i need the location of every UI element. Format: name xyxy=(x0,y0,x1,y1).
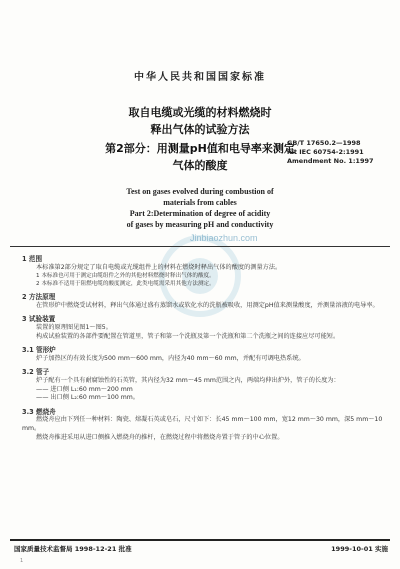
section-3-text-2: 构成试验装置的各部件要配置在管道里，管子和第一个洗瓶及第一个洗瓶和第二个洗瓶之间的连接应尽可能短。 xyxy=(36,332,340,340)
standard-refs xyxy=(287,139,374,166)
amendment: Amendment No. 1:1997 xyxy=(287,157,374,165)
section-3-1-text: 炉子加热区的有效长度为500 mm～600 mm，内径为40 mm～60 mm，并配有可调电热系统。 xyxy=(36,354,305,362)
title-en-line1: Test on gases evolved during combustion of xyxy=(126,187,274,196)
title-cn-line1: 取自电缆或光缆的材料燃烧时 xyxy=(128,106,272,119)
section-3-2-text: 炉子配有一个具有耐腐蚀性的石英管，其内径为32 mm～45 mm范围之内，两端均伸出炉外，管子的长度为： xyxy=(36,376,340,384)
section-3-text-1: 装置的原理图见图1～图5。 xyxy=(36,323,112,331)
section-3-2-item-inlet: —— 进口侧 L₁:60 mm～200 mm xyxy=(36,385,133,393)
title-en-line2: materials from cables xyxy=(163,198,237,207)
implement-date: 1999-10-01 实施 xyxy=(331,545,388,553)
section-3-3-text: 燃烧舟应由下列任一种材料：陶瓷、熔凝石英或皂石，尺寸如下：长45 mm～100 mm，宽12 mm～30 mm，深5 mm～10 mm。 xyxy=(22,416,383,432)
header-rule xyxy=(10,246,390,247)
section-3-2-heading: 3.2 管子 xyxy=(22,368,50,377)
section-3-1-heading: 3.1 管形炉 xyxy=(22,346,56,355)
footer-rule xyxy=(10,539,390,541)
section-1-heading: 1 范围 xyxy=(22,255,43,263)
gb-number: GB/T 17650.2—1998 xyxy=(287,139,361,147)
section-3-heading: 3 试验装置 xyxy=(22,315,56,324)
idt-number: idt IEC 60754-2:1991 xyxy=(287,148,364,156)
section-3-2-item-outlet: —— 出口侧 L₂:60 mm～100 mm。 xyxy=(36,394,139,402)
section-2-text: 在管形炉中燃烧受试材料，释出气体通过盛有蒸馏水或软化水的洗瓶被吸收，用测定pH值来测量酸度，并测量溶液的电导率。 xyxy=(36,301,379,309)
title-cn-line2: 释出气体的试验方法 xyxy=(150,123,250,136)
approval-date: 国家质量技术监督局 1998-12-21 批准 xyxy=(14,545,132,553)
standard-type-header: 中华人民共和国国家标准 xyxy=(134,72,266,83)
section-1-note-2: 2 本标准不适用于阻燃电缆的酸度测定，此类电缆需采用其他方法测定。 xyxy=(36,281,215,288)
title-cn-line4: 气体的酸度 xyxy=(172,159,228,172)
page-number: 1 xyxy=(20,558,24,564)
title-cn-line3: 第2部分：用测量pH值和电导率来测定 xyxy=(105,142,295,155)
section-2-heading: 2 方法原理 xyxy=(22,293,56,302)
section-1-text: 本标准第2部分规定了取自电缆或光缆组件上的材料在燃烧时释出气体的酸度的测量方法。 xyxy=(36,263,282,271)
watermark-url: Jinbiaozhun.com xyxy=(190,233,258,243)
section-3-3-heading: 3.3 燃烧舟 xyxy=(22,407,56,416)
document-body xyxy=(22,250,388,442)
section-3-3-tail: 燃烧舟推进采用从进口侧推入燃烧舟的推杆，在燃烧过程中将燃烧舟置于管子的中心位置。 xyxy=(36,433,284,441)
section-1-note-1: 1 本标准也可用于测定由缆组件之外的其他材料燃烧时释出气体的酸度。 xyxy=(36,273,215,280)
title-en-line3: Part 2:Determination of degree of acidity xyxy=(129,209,271,218)
title-en-line4: of gases by measuring pH and conductivity xyxy=(126,220,274,229)
